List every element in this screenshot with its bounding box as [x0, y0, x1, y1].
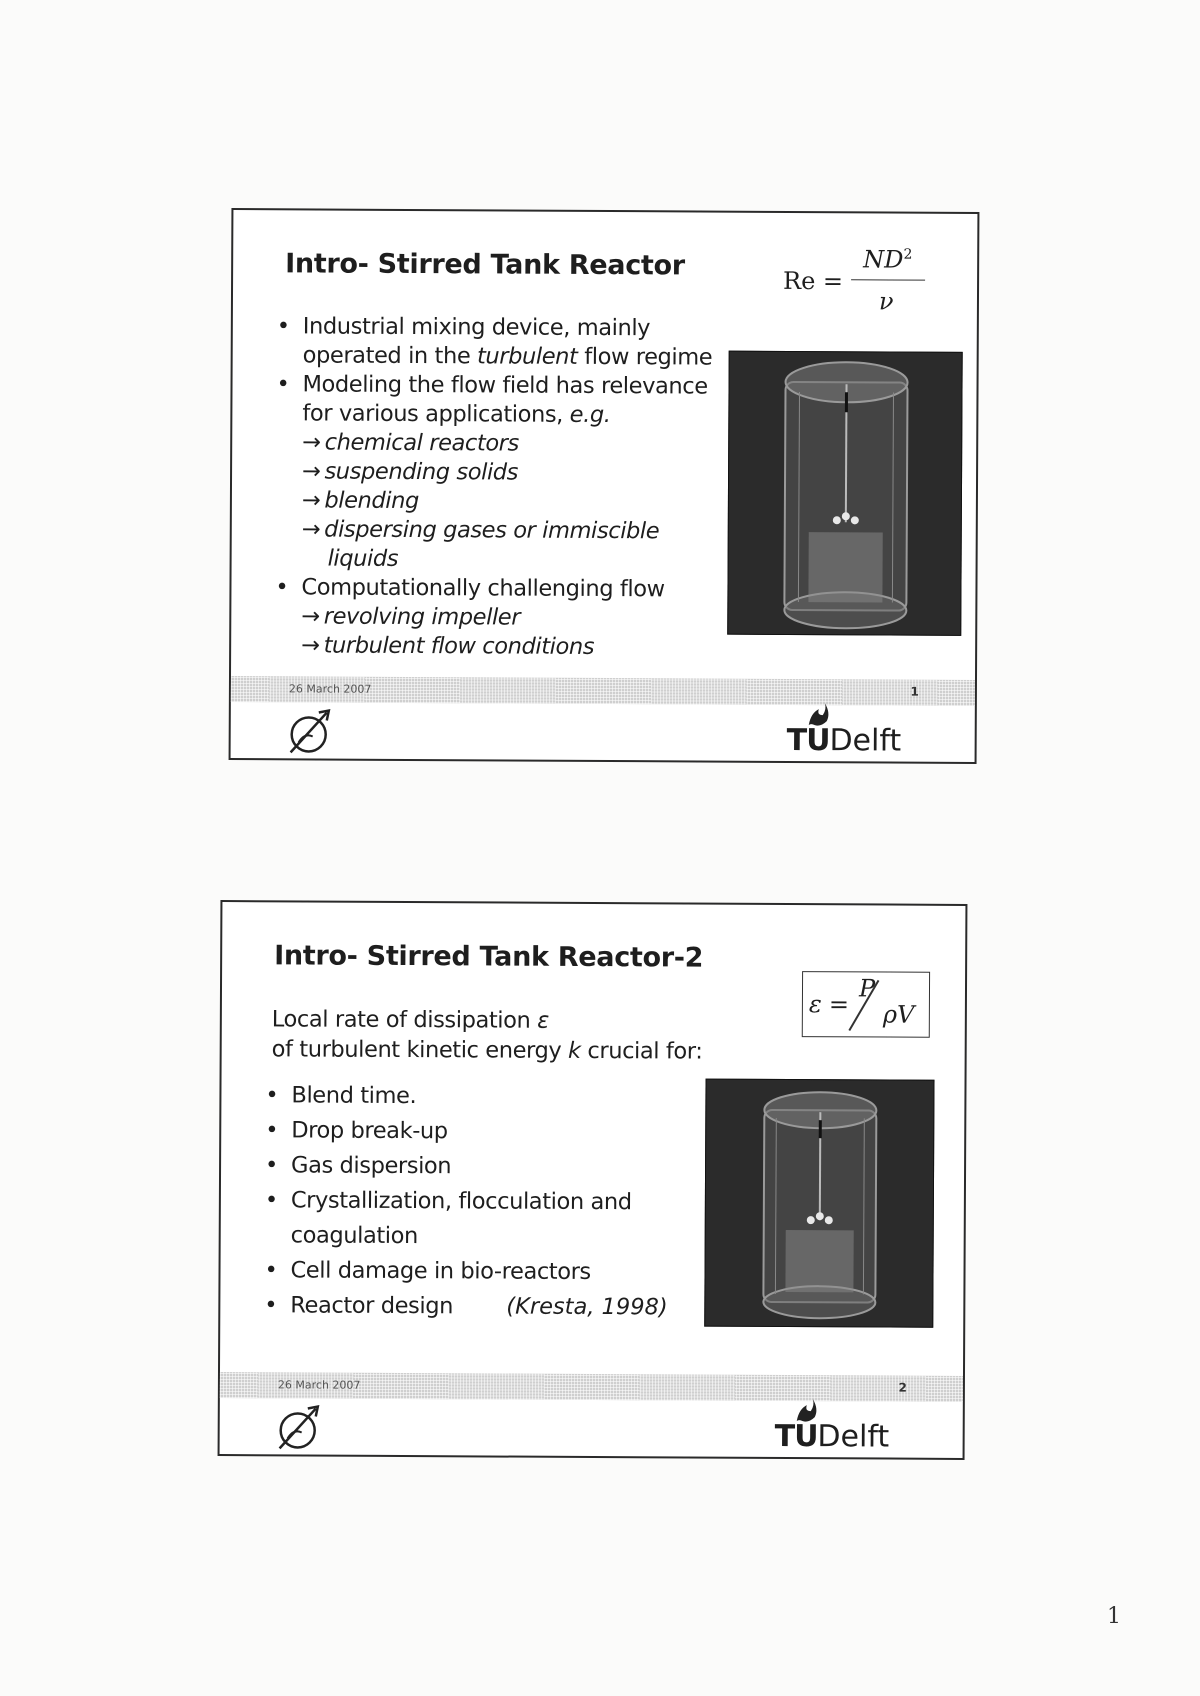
list-item: • Gas dispersion [265, 1152, 452, 1180]
footer-bar [231, 676, 975, 706]
orbit-logo-icon [283, 702, 343, 758]
list-item: • Blend time. [265, 1082, 417, 1110]
page-number: 1 [1107, 1604, 1121, 1629]
footer-bar [220, 1372, 963, 1402]
slide-number: 1 [910, 684, 919, 699]
slide-1 [229, 208, 980, 764]
sub-item: → turbulent flow conditions [301, 632, 595, 660]
formula-denominator: ν [878, 287, 894, 316]
list-item: • Drop break-up [265, 1117, 448, 1145]
formula-numerator: $ND^2$ [863, 245, 913, 274]
list-item: • Computationally challenging flow → revolving impeller → turbulent flow conditions [271, 573, 711, 662]
tu-delft-logo: TUDelft [775, 1399, 935, 1456]
tank-render-image [704, 1079, 934, 1328]
formula-lhs: Re = [783, 266, 844, 296]
intro-text: Local rate of dissipation ε of turbulent kinetic energy k crucial for: [271, 1006, 703, 1065]
slide-2 [218, 900, 968, 1460]
list-item: • Crystallization, flocculation and [264, 1187, 632, 1216]
sub-item-wrap: liquids [327, 545, 399, 572]
list-item-continuation: coagulation [290, 1222, 418, 1250]
sub-item: → chemical reactors [302, 429, 519, 457]
footer-date: 26 March 2007 [277, 1378, 361, 1392]
list-item: • Industrial mixing device, mainly operated in the turbulent flow regime [276, 313, 713, 371]
sub-item: → blending [301, 487, 419, 515]
slide-title: Intro- Stirred Tank Reactor-2 [274, 940, 704, 974]
list-item: • Cell damage in bio-reactors [264, 1257, 591, 1285]
list-item: • Modeling the flow field has relevance for various applications, e.g. → chemical reactors → suspending solids → blending → dispersing gases or immiscible liquids [272, 370, 713, 575]
list-item: • Reactor design [264, 1292, 454, 1320]
sub-item: → dispersing gases or immiscible [301, 516, 660, 545]
tank-render-image [727, 351, 962, 636]
sub-item: → revolving impeller [301, 603, 521, 631]
orbit-logo-icon [272, 1398, 332, 1454]
bullet-list [260, 1078, 632, 1325]
citation: (Kresta, 1998) [506, 1293, 668, 1321]
fraction-bar [851, 279, 925, 280]
footer-date: 26 March 2007 [288, 682, 372, 696]
reynolds-formula [783, 245, 933, 324]
bullet-list [271, 312, 712, 662]
dissipation-formula: ε = P ρV [802, 971, 930, 1038]
slide-number: 2 [898, 1380, 907, 1395]
slide-title: Intro- Stirred Tank Reactor [285, 248, 685, 282]
sub-item: → suspending solids [302, 458, 519, 486]
tu-delft-logo: TUDelft [787, 703, 947, 760]
